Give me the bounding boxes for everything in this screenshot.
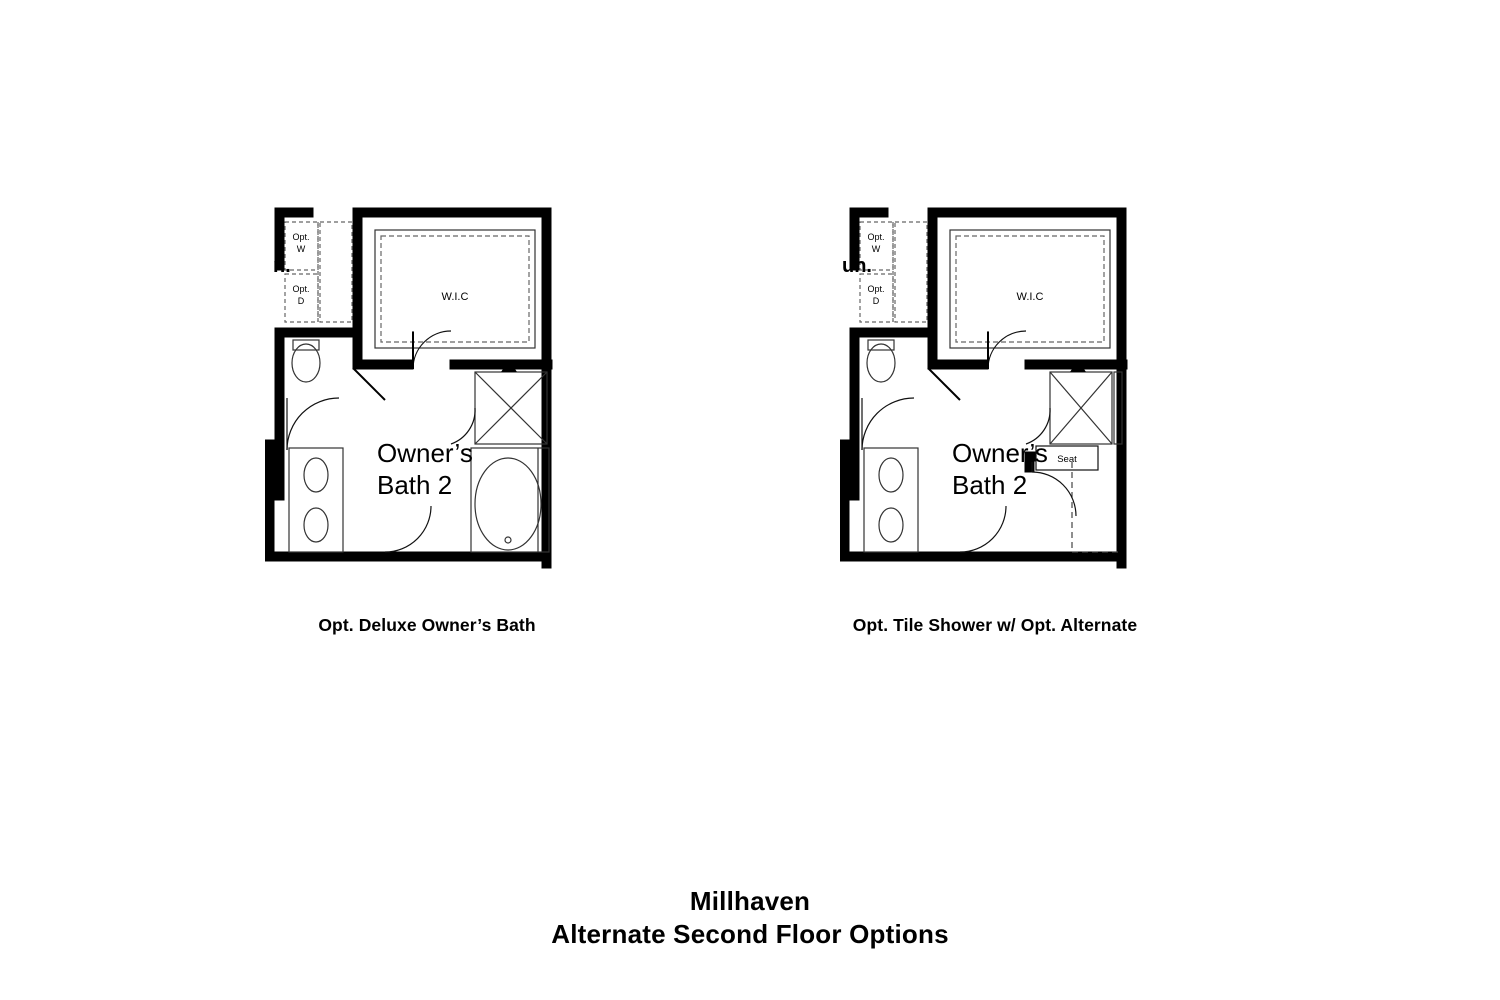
wall-group [840,208,1127,568]
dryer-label-line2: D [872,296,880,306]
dryer-label-line2: D [297,296,305,306]
hall-label-fragment: un. [842,255,872,277]
wic-label: W.I.C [1016,291,1044,303]
plan-subtitle: Alternate Second Floor Options [551,919,949,950]
dryer-label-line1: Opt. [867,284,885,294]
washer-label-line2: W [296,244,306,254]
wic-label: W.I.C [441,291,469,303]
dryer-label-line1: Opt. [292,284,310,294]
plan-name: Millhaven [689,886,811,916]
hall-label-fragment: n. [273,255,291,277]
room-label-line1: Owner’s [952,438,1048,468]
room-label-line1: Owner’s [377,438,473,468]
washer-label-line1: Opt. [867,232,885,242]
room-label-line2: Bath 2 [952,470,1028,500]
washer-label-line1: Opt. [292,232,310,242]
floorplan-deluxe-owners-bath [265,200,585,580]
caption-deluxe-owners-bath: Opt. Deluxe Owner’s Bath [318,615,536,635]
seat-label: Seat [1057,454,1077,465]
room-label-line2: Bath 2 [377,470,453,500]
title-block [0,885,1500,952]
wall-group [265,208,552,568]
floorplan-tile-shower-alternate [840,200,1160,580]
caption-tile-shower-alternate: Opt. Tile Shower w/ Opt. Alternate [852,615,1138,635]
washer-label-line2: W [871,244,881,254]
